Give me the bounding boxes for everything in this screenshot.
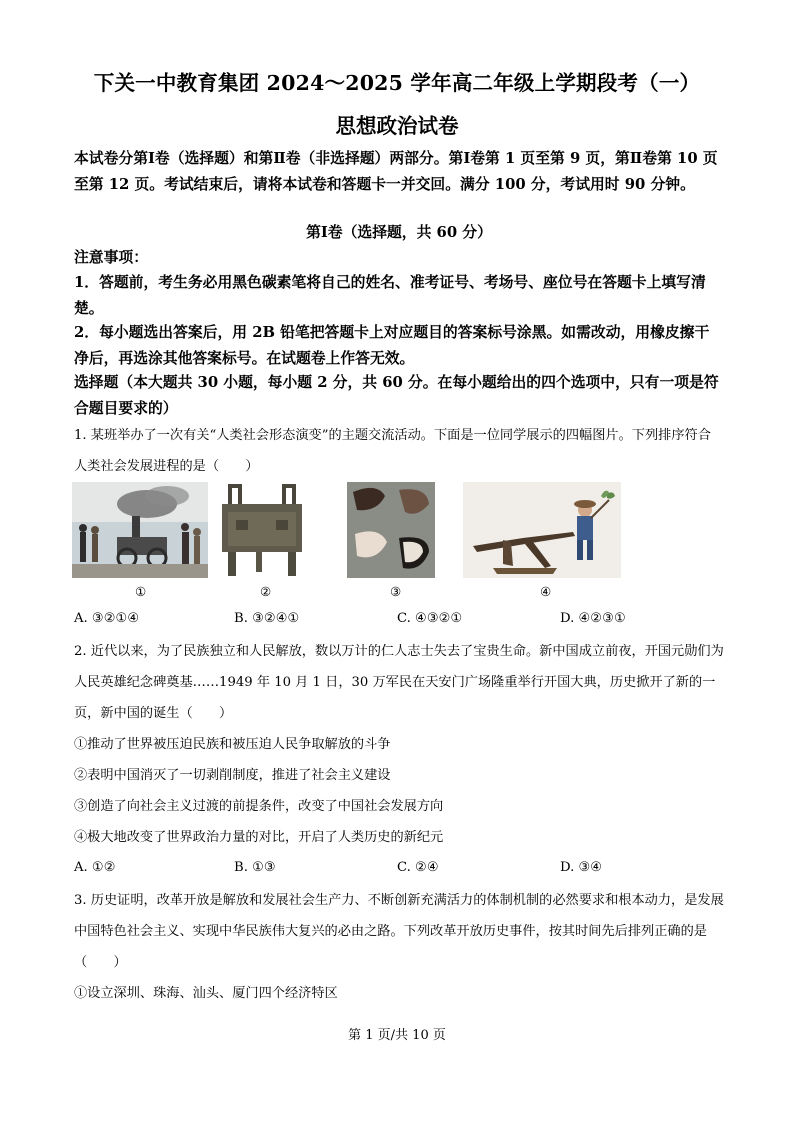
stone-tools-image xyxy=(347,482,435,578)
notes-heading: 注意事项： xyxy=(74,249,148,266)
farmer-plough-image xyxy=(463,482,621,578)
image-label-3: ③ xyxy=(390,584,402,599)
q1-option-a[interactable]: A. ③②①④ xyxy=(74,611,140,626)
image-label-1: ① xyxy=(135,584,147,599)
bronze-ding-image xyxy=(216,482,308,578)
exam-subject: 思想政治试卷 xyxy=(335,114,459,138)
q3-item-1: ①设立深圳、珠海、汕头、厦门四个经济特区 xyxy=(74,986,338,1001)
q2-item-2: ②表明中国消灭了一切剥削制度，推进了社会主义建设 xyxy=(74,768,391,783)
image-label-2: ② xyxy=(260,584,272,599)
q2-option-c[interactable]: C. ②④ xyxy=(397,860,439,875)
q3-stem: 3. 历史证明，改革开放是解放和发展社会生产力、不断创新充满活力的体制机制的必然要求和根本动力，是发展中国特色社会主义、实现中华民族伟大复兴的必由之路。下列改革开放历史事件，按其时间先后排列正确的是（ ） xyxy=(74,893,724,970)
q2-stem: 2. 近代以来，为了民族独立和人民解放，数以万计的仁人志士失去了宝贵生命。新中国成立前夜，开国元勋们为人民英雄纪念碑奠基……1949 年 10 月 1 日，30 万军民在天安门广场隆重举行开国大典，历史掀开了新的一页，新中国的诞生（ ） xyxy=(74,644,724,721)
steam-locomotive-image xyxy=(72,482,208,578)
q1-option-d[interactable]: D. ④②③① xyxy=(560,611,626,626)
q2-item-4: ④极大地改变了世界政治力量的对比，开启了人类历史的新纪元 xyxy=(74,830,444,845)
section-title: 第Ⅰ卷（选择题，共 60 分） xyxy=(306,224,492,241)
q1-stem: 1. 某班举办了一次有关“人类社会形态演变”的主题交流活动。下面是一位同学展示的四幅图片。下列排序符合人类社会发展进程的是（ ） xyxy=(74,428,711,474)
q2-option-d[interactable]: D. ③④ xyxy=(560,860,603,875)
choice-instructions: 选择题（本大题共 30 小题，每小题 2 分，共 60 分。在每小题给出的四个选项中，只有一项是符合题目要求的） xyxy=(74,374,719,417)
note-item-1: 1．答题前，考生务必用黑色碳素笔将自己的姓名、准考证号、考场号、座位号在答题卡上填写清楚。 xyxy=(74,274,706,317)
q1-option-b[interactable]: B. ③②④① xyxy=(234,611,300,626)
q2-option-a[interactable]: A. ①② xyxy=(74,860,116,875)
image-label-4: ④ xyxy=(540,584,552,599)
q1-option-c[interactable]: C. ④③②① xyxy=(397,611,463,626)
q2-item-1: ①推动了世界被压迫民族和被压迫人民争取解放的斗争 xyxy=(74,737,391,752)
intro-text: 本试卷分第Ⅰ卷（选择题）和第Ⅱ卷（非选择题）两部分。第Ⅰ卷第 1 页至第 9 页，第Ⅱ卷第 10 页至第 12 页。考试结束后，请将本试卷和答题卡一并交回。满分 100 分，考试用时 90 分钟。 xyxy=(74,150,718,193)
exam-title: 下关一中教育集团 2024～2025 学年高二年级上学期段考（一） xyxy=(93,71,701,95)
q2-item-3: ③创造了向社会主义过渡的前提条件，改变了中国社会发展方向 xyxy=(74,799,444,814)
page-footer: 第 1 页/共 10 页 xyxy=(348,1028,446,1043)
q2-option-b[interactable]: B. ①③ xyxy=(234,860,276,875)
note-item-2: 2．每小题选出答案后，用 2B 铅笔把答题卡上对应题目的答案标号涂黑。如需改动，用橡皮擦干净后，再选涂其他答案标号。在试题卷上作答无效。 xyxy=(74,324,710,367)
